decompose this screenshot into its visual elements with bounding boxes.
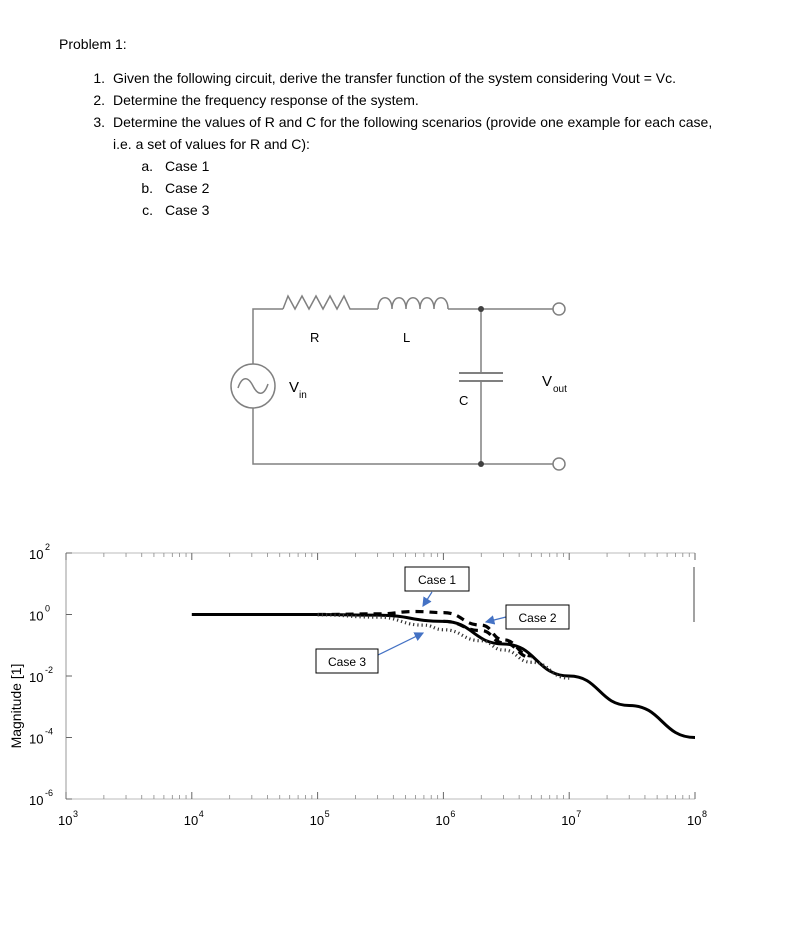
y-tick-label-exponent: -4 (45, 726, 54, 737)
question-text-continuation: i.e. a set of values for R and C): (113, 136, 310, 152)
x-tick-label: 10 (435, 813, 450, 828)
question-text: Determine the frequency response of the system. (113, 92, 419, 108)
y-tick-label-exponent: 2 (45, 542, 51, 552)
case-text: Case 2 (165, 180, 210, 196)
case-letter: c. (142, 202, 153, 218)
source-label-subscript: in (299, 390, 307, 401)
x-tick-label-exponent: 3 (73, 809, 79, 819)
case-letter: b. (141, 180, 153, 196)
y-axis-label: Magnitude [1] (8, 663, 24, 749)
annotation-case-2-arrow (486, 617, 506, 622)
problem-title: Problem 1: (59, 36, 127, 52)
x-tick-label-exponent: 8 (702, 809, 708, 819)
output-label-subscript: out (553, 384, 567, 395)
y-tick-label: 10 (29, 793, 44, 808)
question-text: Given the following circuit, derive the transfer function of the system considering Vout = Vc. (113, 70, 677, 86)
y-tick-label: 10 (29, 547, 44, 562)
inductor-label: L (403, 330, 411, 345)
question-text: Determine the values of R and C for the following scenarios (provide one example for each case, (113, 114, 713, 130)
x-tick-label-exponent: 7 (576, 809, 582, 819)
x-tick-label: 10 (183, 813, 199, 828)
question-number: 1. (93, 70, 105, 86)
question-number: 2. (93, 92, 105, 108)
case-letter: a. (141, 158, 153, 174)
x-tick-label: 10 (561, 813, 576, 828)
source-label: V (289, 379, 300, 396)
y-tick-label: 10 (29, 608, 44, 624)
y-tick-label-exponent: 0 (45, 603, 51, 614)
capacitor-label: C (459, 393, 469, 408)
annotation-case-2-label: Case 2 (518, 611, 557, 625)
x-tick-label: 10 (58, 813, 73, 828)
x-tick-label-exponent: 6 (450, 809, 456, 819)
y-tick-label: 10 (29, 731, 44, 747)
annotation-case-1-arrow (423, 592, 432, 606)
annotation-case-3-label: Case 3 (327, 655, 367, 669)
resistor-label: R (310, 330, 320, 345)
question-number: 3. (93, 114, 105, 130)
annotation-case-1-label: Case 1 (417, 573, 457, 587)
y-tick-label-exponent: -6 (45, 788, 54, 798)
case-text: Case 1 (165, 158, 210, 174)
case-text: Case 3 (165, 202, 210, 218)
annotation-case-3-arrow (378, 633, 423, 655)
x-tick-label: 10 (309, 813, 325, 828)
y-tick-label: 10 (29, 670, 44, 685)
x-tick-label-exponent: 4 (198, 809, 204, 819)
y-tick-label-exponent: -2 (45, 665, 54, 675)
output-label: V (542, 373, 553, 390)
series-baseline-line (192, 615, 695, 738)
x-tick-label-exponent: 5 (324, 809, 330, 819)
x-tick-label: 10 (687, 813, 702, 828)
